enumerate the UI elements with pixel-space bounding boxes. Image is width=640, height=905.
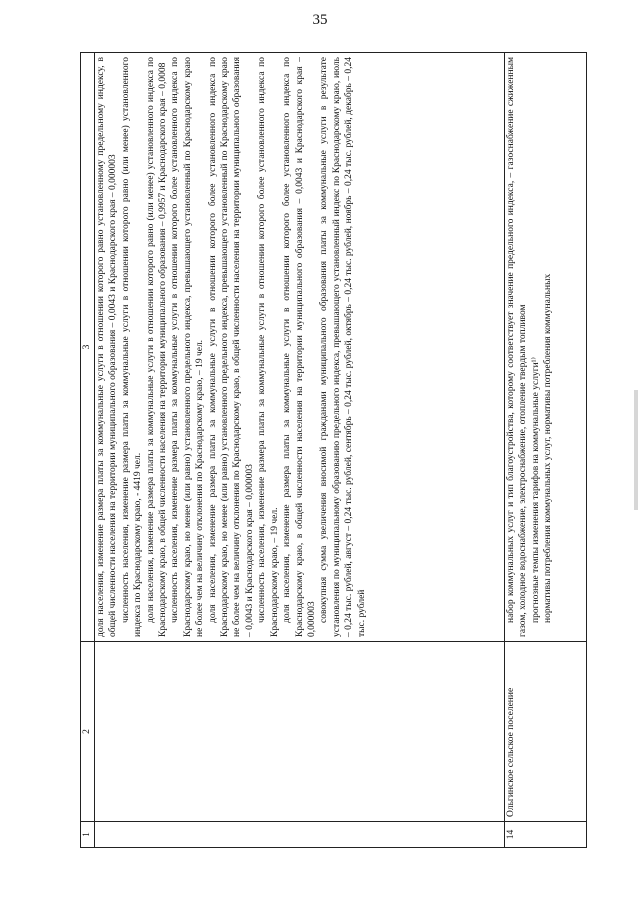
paragraph: прогнозные темпы изменения тарифов на коммунальные услуги¹⁾ [530,357,541,623]
description-cell [505,53,587,642]
row-number-cell [95,822,505,848]
paragraph: совокупная сумма увеличения вносимой гражданами муниципального образования платы за коммунальные услуги в результате установления по муниципальному образованию предельного индекса, превышающего установленный индекс по Краснодарскому краю, июль – 0,24 тыс. рублей, август – 0,24 тыс. рублей, сентябрь – 0,24 тыс. рублей, октябрь – 0,24 тыс. рублей, ноябрь – 0,24 тыс. рублей, декабрь – 0,24 тыс. рублей [319,57,367,637]
rotated-table-container [80,53,585,848]
data-table [80,52,587,848]
paragraph: набор коммунальных услуг и тип благоустройства, которому соответствует значение предельного индекса, – газоснабжение сжиженным газом, холодное водоснабжение, электроснабжение, отопление твердым топливом [506,57,529,637]
column-header-2: 2 [81,642,95,822]
paragraph: нормативы потребления коммунальных услуг, нормативы потребления коммунальных [543,273,554,623]
municipality-cell: Ольгинское сельское поселение [505,642,587,822]
paragraph: доля населения, изменение размера платы за коммунальные услуги в отношении которого равно (или менее) установленного индекса по Краснодарскому краю, в общей численности населения на территории муниципального образования – 0,9957 и Краснодарского края – 0,0008 [145,57,169,637]
paragraph: численность населения, изменение размера платы за коммунальные услуги в отношении которого более установленного индекса по Краснодарскому краю, но менее (или равно) установленного предельного индекса, превышающего установленный по Краснодарскому краю не более чем на величину отклонения по Краснодарскому краю, – 19 чел. [170,57,206,637]
paragraph: численность населения, изменение размера платы за коммунальные услуги в отношении которого более установленного индекса по Краснодарскому краю, – 19 чел. [257,57,280,637]
paragraph: доля населения, изменение размера платы за коммунальные услуги в отношении которого равно установленному предельному индексу, в общей численности населения на территории муниципального образования – 0,0043 и Краснодарского края – 0,000003 [96,57,119,637]
scan-edge-mark [634,390,638,510]
table-header-row [81,53,95,848]
column-header-1: 1 [81,822,95,848]
municipality-cell [95,642,505,822]
column-header-3: 3 [81,53,95,642]
paragraph: численность населения, изменение размера платы за коммунальные услуги в отношении которого равно (или менее) установленного индекса по Краснодарскому краю, - 4419 чел. [120,57,144,637]
paragraph: доля населения, изменение размера платы за коммунальные услуги в отношении которого более установленного индекса по Краснодарскому краю, в общей численности населения на территории муниципального образования – 0,0043 и Краснодарского края – 0,000003 [282,57,317,637]
table-row [505,53,587,848]
page-number: 35 [312,12,328,28]
description-cell [95,53,505,642]
row-number-cell: 14 [505,822,587,848]
paragraph: доля населения, изменение размера платы за коммунальные услуги в отношении которого более установленного индекса по Краснодарскому краю, но менее (или равно) установленного предельного индекса, превышающего установленный по Краснодарскому краю не более чем на величину отклонения по Краснодарскому краю, в общей численности населения на территории муниципального образования – 0,0043 и Краснодарского края – 0,000003 [207,57,255,637]
table-row [95,53,505,848]
